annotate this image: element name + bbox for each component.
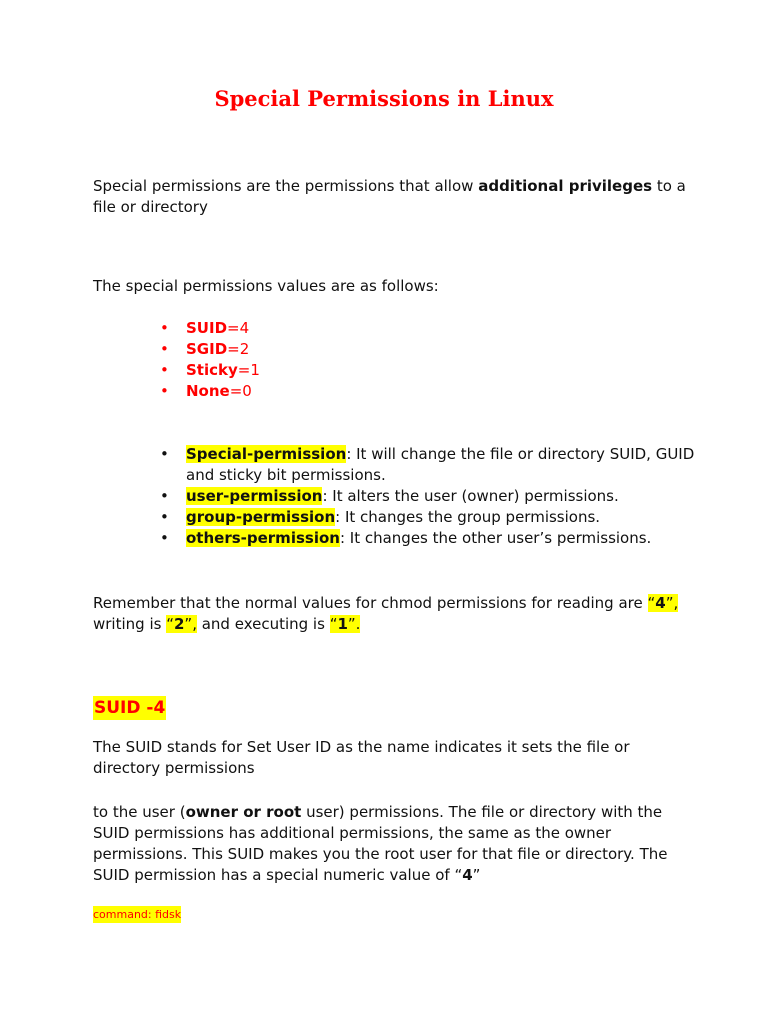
- remember-paragraph: [93, 593, 693, 635]
- permission-desc: : It will change the file or directory SUID, GUID and sticky bit permissions.: [186, 445, 695, 484]
- list-item: [160, 339, 720, 360]
- list-item: [160, 381, 720, 402]
- bullet-icon: •: [160, 487, 169, 505]
- value-number: =0: [229, 382, 252, 400]
- value-name: Sticky: [186, 361, 238, 379]
- read-value: 4: [655, 594, 666, 612]
- exec-value-highlight: [330, 615, 361, 633]
- bullet-icon: •: [160, 508, 169, 526]
- suid-heading: SUID -4: [94, 698, 166, 718]
- permission-term: group-permission: [186, 508, 336, 526]
- bullet-icon: •: [160, 340, 169, 358]
- suid-paragraph-2: [93, 802, 693, 886]
- values-heading: The special permissions values are as follows:: [93, 277, 439, 295]
- intro-paragraph: [93, 176, 693, 218]
- list-item: [160, 318, 720, 339]
- page-title: Special Permissions in Linux: [214, 86, 554, 111]
- write-value: 2: [173, 615, 185, 633]
- intro-text-1: Special permissions are the permissions that allow: [93, 177, 479, 195]
- list-item: [160, 444, 720, 486]
- value-number: =2: [227, 340, 250, 358]
- bullet-icon: •: [160, 382, 169, 400]
- suid-value: 4: [462, 866, 473, 884]
- remember-text-2: writing is: [93, 615, 167, 633]
- intro-bold-text: additional privileges: [478, 177, 653, 195]
- suid-bold-text: owner or root: [185, 803, 302, 821]
- values-list: [160, 318, 720, 402]
- quote-close: ”,: [665, 594, 679, 612]
- quote-close: ”.: [347, 615, 361, 633]
- bullet-icon: •: [160, 319, 169, 337]
- bullet-icon: •: [160, 445, 169, 463]
- suid-text-1: to the user (: [93, 803, 186, 821]
- quote-open: “: [166, 615, 174, 633]
- quote-open: “: [647, 594, 656, 612]
- quote-open: “: [329, 615, 338, 633]
- exec-value: 1: [337, 615, 348, 633]
- value-name: SGID: [186, 340, 228, 358]
- bullet-icon: •: [160, 361, 169, 379]
- permission-list: [160, 444, 720, 549]
- permission-term: user-permission: [186, 487, 323, 505]
- permission-term: others-permission: [186, 529, 340, 547]
- intro-text-2: to a file or directory: [93, 177, 686, 216]
- value-name: None: [186, 382, 230, 400]
- write-value-highlight: [166, 615, 197, 633]
- permission-desc: : It changes the group permissions.: [335, 508, 601, 526]
- suid-paragraph-1: The SUID stands for Set User ID as the name indicates it sets the file or directory permissions: [93, 738, 630, 777]
- read-value-highlight: [648, 594, 679, 612]
- remember-text-1: Remember that the normal values for chmod permissions for reading are: [93, 594, 648, 612]
- list-item: [160, 360, 720, 381]
- suid-text-2: user) permissions. The file or directory with the SUID permissions has additional permissions, the same as the owner permissions. This SUID makes you the root user for that file or directory. The SUID permission has a special numeric value of “: [93, 803, 668, 884]
- value-number: =1: [237, 361, 260, 379]
- list-item: [160, 507, 720, 528]
- list-item: [160, 528, 720, 549]
- value-name: SUID: [186, 319, 228, 337]
- suid-text-3: ”: [472, 866, 481, 884]
- list-item: [160, 486, 720, 507]
- remember-text-3: and executing is: [196, 615, 330, 633]
- permission-term: Special-permission: [186, 445, 347, 463]
- permission-desc: : It alters the user (owner) permissions.: [322, 487, 619, 505]
- quote-close: ”,: [184, 615, 197, 633]
- bullet-icon: •: [160, 529, 169, 547]
- permission-desc: : It changes the other user’s permissions.: [339, 529, 652, 547]
- command-label: command: fidsk: [93, 908, 182, 921]
- value-number: =4: [227, 319, 250, 337]
